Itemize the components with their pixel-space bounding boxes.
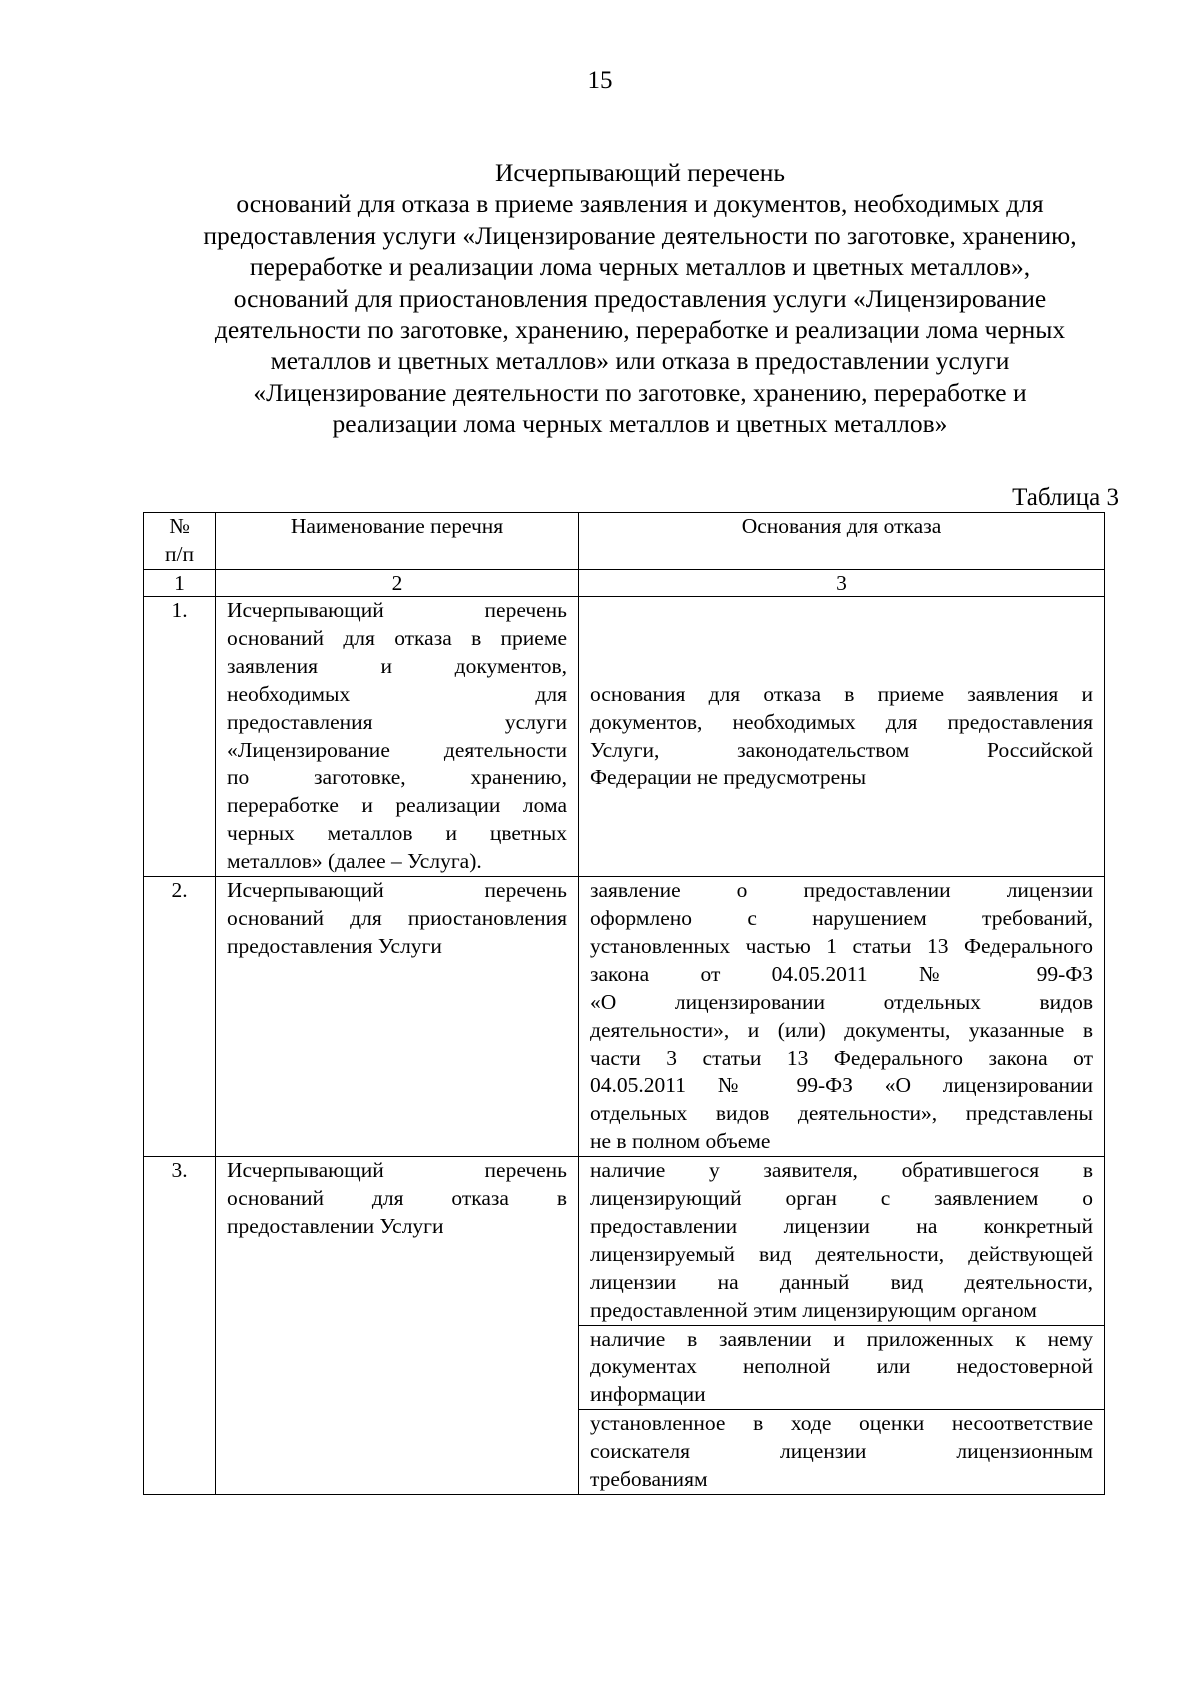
reason-line: лицензируемый вид деятельности, действующей bbox=[590, 1241, 1093, 1266]
table-row bbox=[144, 597, 1105, 877]
reason-line: предоставлении лицензии на конкретный bbox=[590, 1213, 1093, 1238]
heading-line: реализации лома черных металлов и цветных металлов» bbox=[332, 409, 948, 439]
reason-line: отдельных видов деятельности», представлены bbox=[590, 1101, 1093, 1126]
header-number-sign: № bbox=[169, 514, 190, 538]
list-name-line: «Лицензирование деятельности bbox=[227, 737, 567, 762]
reason-line: деятельности», и (или) документы, указанные в bbox=[590, 1017, 1093, 1042]
reason-cell bbox=[579, 1325, 1105, 1410]
heading-line: «Лицензирование деятельности по заготовке, хранению, переработке и bbox=[253, 377, 1027, 407]
list-name-line: заявления и документов, bbox=[227, 653, 567, 678]
list-name-line: оснований для отказа в приеме bbox=[227, 625, 567, 650]
reason-cell bbox=[579, 597, 1105, 877]
list-name-line: предоставлении Услуги bbox=[227, 1213, 444, 1238]
column-number: 1 bbox=[144, 570, 216, 597]
column-number: 2 bbox=[216, 570, 579, 597]
list-name-line: Исчерпывающий перечень bbox=[227, 1158, 567, 1183]
reason-line: Услуги, законодательством Российской bbox=[590, 737, 1093, 762]
list-name-line: предоставления услуги bbox=[227, 709, 567, 734]
reason-line: установленных частью 1 статьи 13 Федерального bbox=[590, 933, 1093, 958]
heading-line: металлов и цветных металлов» или отказа в предоставлении услуги bbox=[270, 346, 1010, 376]
list-name-line: необходимых для bbox=[227, 681, 567, 706]
heading-line: оснований для отказа в приеме заявления и документов, необходимых для bbox=[236, 189, 1044, 219]
reason-line: не в полном объеме bbox=[590, 1129, 771, 1154]
heading-line: Исчерпывающий перечень bbox=[494, 158, 786, 187]
list-name-line: Исчерпывающий перечень bbox=[227, 878, 567, 903]
document-heading bbox=[140, 157, 1140, 440]
column-number: 3 bbox=[579, 570, 1105, 597]
grounds-table bbox=[143, 512, 1105, 1495]
list-name-line: черных металлов и цветных bbox=[227, 821, 567, 846]
heading-line: переработке и реализации лома черных металлов и цветных металлов», bbox=[249, 252, 1031, 282]
heading-line: деятельности по заготовке, хранению, переработке и реализации лома черных bbox=[214, 315, 1066, 345]
reason-cell bbox=[579, 1157, 1105, 1325]
header-number-abbr: п/п bbox=[165, 541, 194, 566]
table-row bbox=[144, 877, 1105, 1157]
column-number-row bbox=[144, 570, 1105, 597]
reason-line: оформлено с нарушением требований, bbox=[590, 905, 1093, 930]
list-name-line: Исчерпывающий перечень bbox=[227, 598, 567, 622]
header-cell-number bbox=[144, 513, 216, 570]
reason-line: информации bbox=[590, 1382, 706, 1407]
row-number: 1. bbox=[144, 597, 216, 877]
row-number: 3. bbox=[144, 1157, 216, 1495]
reason-cell bbox=[579, 877, 1105, 1157]
reason-line: основания для отказа в приеме заявления и bbox=[590, 681, 1093, 706]
list-name-line: по заготовке, хранению, bbox=[227, 765, 567, 790]
reason-line: Федерации не предусмотрены bbox=[590, 765, 867, 790]
reason-line: наличие у заявителя, обратившегося в bbox=[590, 1158, 1093, 1183]
reason-line: лицензирующий орган с заявлением о bbox=[590, 1186, 1093, 1211]
list-name-line: оснований для приостановления bbox=[227, 905, 567, 930]
table-row bbox=[144, 1157, 1105, 1325]
list-name-line: оснований для отказа в bbox=[227, 1186, 567, 1211]
list-name-line: предоставления Услуги bbox=[227, 933, 442, 958]
reason-line: соискателя лицензии лицензионным bbox=[590, 1439, 1093, 1464]
list-name-cell bbox=[216, 597, 579, 877]
table-header-row bbox=[144, 513, 1105, 570]
header-cell-name: Наименование перечня bbox=[216, 513, 579, 570]
table-caption: Таблица 3 bbox=[1012, 484, 1119, 511]
heading-line: предоставления услуги «Лицензирование деятельности по заготовке, хранению, bbox=[203, 220, 1077, 250]
reason-line: части 3 статьи 13 Федерального закона от bbox=[590, 1045, 1093, 1070]
row-number: 2. bbox=[144, 877, 216, 1157]
reason-line: заявление о предоставлении лицензии bbox=[590, 878, 1093, 903]
list-name-line: металлов» (далее – Услуга). bbox=[227, 849, 482, 874]
reason-line: требованиям bbox=[590, 1467, 708, 1492]
reason-line: документов, необходимых для предоставления bbox=[590, 709, 1093, 734]
reason-line: наличие в заявлении и приложенных к нему bbox=[590, 1326, 1093, 1351]
reason-line: закона от 04.05.2011 № 99-ФЗ bbox=[590, 961, 1093, 986]
heading-line: оснований для приостановления предоставления услуги «Лицензирование bbox=[233, 283, 1047, 313]
reason-line: предоставленной этим лицензирующим органом bbox=[590, 1297, 1037, 1322]
list-name-cell bbox=[216, 1157, 579, 1495]
reason-line: документах неполной или недостоверной bbox=[590, 1354, 1093, 1379]
list-name-cell bbox=[216, 877, 579, 1157]
reason-line: 04.05.2011 № 99-ФЗ «О лицензировании bbox=[590, 1073, 1093, 1098]
reason-line: «О лицензировании отдельных видов bbox=[590, 989, 1093, 1014]
header-cell-reason: Основания для отказа bbox=[579, 513, 1105, 570]
page-number: 15 bbox=[587, 67, 613, 94]
reason-cell bbox=[579, 1410, 1105, 1495]
list-name-line: переработке и реализации лома bbox=[227, 793, 567, 818]
reason-line: лицензии на данный вид деятельности, bbox=[590, 1269, 1093, 1294]
reason-line: установленное в ходе оценки несоответствие bbox=[590, 1411, 1093, 1436]
